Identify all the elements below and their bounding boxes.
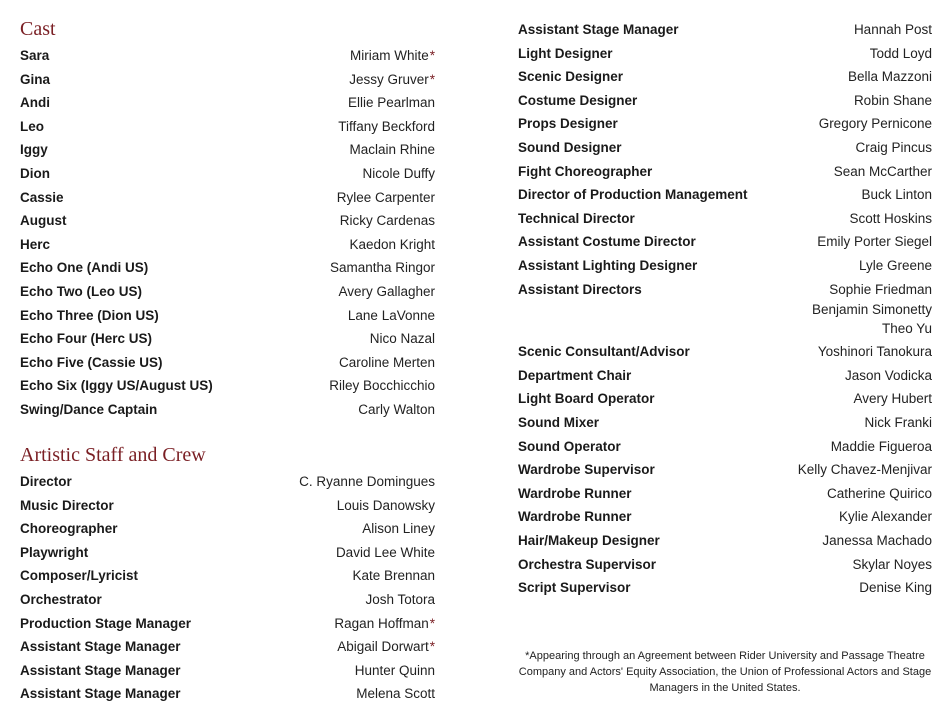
credit-name <box>370 329 435 349</box>
credit-name-text: Nico Nazal <box>369 331 435 347</box>
credit-row <box>518 366 932 386</box>
credit-row <box>20 637 435 657</box>
credit-name-text: Scott Hoskins <box>849 210 932 226</box>
credit-role: Herc <box>20 236 51 252</box>
credit-name <box>362 519 435 539</box>
credit-role: Leo <box>20 118 45 134</box>
credit-names <box>338 117 435 137</box>
credit-name-text: Theo Yu <box>881 320 932 336</box>
credit-name <box>349 140 435 160</box>
credit-names <box>358 400 435 420</box>
credit-names <box>854 20 932 40</box>
credit-names <box>849 209 932 229</box>
footnote-line: *Appearing through an Agreement between Rider University and Passage Theatre <box>525 650 925 662</box>
credit-name-text: Riley Bocchicchio <box>329 378 435 394</box>
credit-name <box>818 342 932 362</box>
credit-name-text: Catherine Quirico <box>826 485 932 501</box>
credit-name <box>339 353 435 373</box>
credit-name-text: Tiffany Beckford <box>338 118 435 134</box>
credit-name <box>337 188 435 208</box>
credit-row <box>518 209 932 229</box>
credit-names <box>831 437 932 457</box>
credit-name-text: Todd Loyd <box>869 45 932 61</box>
credit-role: Assistant Stage Manager <box>20 639 181 655</box>
credit-name <box>812 300 932 319</box>
credit-name <box>358 400 435 420</box>
credit-names <box>337 188 435 208</box>
credit-name-text: Bella Mazzoni <box>847 69 932 85</box>
credit-names <box>855 138 932 158</box>
credit-name-text: Abigail Dorwart <box>337 639 429 655</box>
credit-names <box>338 282 435 302</box>
credit-name-text: Nick Franki <box>864 415 932 430</box>
credit-name <box>349 235 435 255</box>
credit-name <box>349 70 435 90</box>
credit-row <box>20 519 435 539</box>
credit-names <box>812 280 932 338</box>
credit-role: Props Designer <box>518 116 618 132</box>
credit-names <box>870 44 932 64</box>
credit-role: Iggy <box>20 142 48 158</box>
credit-names <box>861 185 932 205</box>
credit-names <box>329 376 435 396</box>
credit-name <box>845 366 932 386</box>
credit-name-text: Yoshinori Tanokura <box>817 344 932 360</box>
credit-role: Light Designer <box>518 45 613 61</box>
credit-row <box>20 400 435 420</box>
credit-row <box>20 566 435 586</box>
credit-role: Playwright <box>20 544 89 560</box>
credit-names <box>356 684 435 704</box>
credit-row <box>20 140 435 160</box>
credit-name-text: Samantha Ringor <box>329 260 435 276</box>
credit-name <box>334 614 435 634</box>
credit-row <box>518 555 932 575</box>
credit-names <box>370 329 435 349</box>
credit-names <box>859 578 932 598</box>
credit-name-text: Emily Porter Siegel <box>817 234 932 250</box>
credit-name <box>812 280 932 300</box>
credit-names <box>337 637 435 657</box>
credit-role: Script Supervisor <box>518 580 631 596</box>
credit-row <box>518 185 932 205</box>
credit-role: Sound Mixer <box>518 415 600 430</box>
credit-row <box>20 614 435 634</box>
credit-names <box>349 70 435 90</box>
credit-row <box>20 543 435 563</box>
credit-names <box>362 519 435 539</box>
credit-row <box>20 590 435 610</box>
credit-name-text: Josh Totora <box>365 592 435 607</box>
credit-name <box>817 232 932 252</box>
credit-name-text: Lane LaVonne <box>347 307 435 323</box>
credit-name-text: Melena Scott <box>356 686 435 702</box>
credit-name <box>338 117 435 137</box>
credit-name <box>848 67 932 87</box>
credit-role: Director <box>20 474 72 489</box>
credit-row <box>518 578 932 598</box>
credit-name-text: Miriam White <box>349 48 429 63</box>
credit-name-text: Maddie Figueroa <box>830 438 932 454</box>
credit-role: Light Board Operator <box>518 391 655 407</box>
credit-name-text: Robin Shane <box>853 92 932 108</box>
credit-names <box>349 140 435 160</box>
staff-heading: Artistic Staff and Crew <box>20 444 206 466</box>
credit-name-text: Kaedon Kright <box>349 236 435 252</box>
credit-name <box>348 93 435 113</box>
credit-role: Echo One (Andi US) <box>20 260 149 276</box>
credit-name <box>849 209 932 229</box>
credit-names <box>864 413 932 433</box>
credit-role: Orchestrator <box>20 592 102 607</box>
credit-name <box>831 437 932 457</box>
credit-name-text: Buck Linton <box>861 187 932 203</box>
credit-names <box>339 353 435 373</box>
credit-row <box>20 235 435 255</box>
credit-name-text: Hannah Post <box>853 22 932 37</box>
credit-names <box>817 232 932 252</box>
credit-names <box>336 543 435 563</box>
credit-role: Assistant Stage Manager <box>20 662 181 678</box>
credit-name-text: Kelly Chavez-Menjivar <box>797 462 932 478</box>
credit-role: Wardrobe Runner <box>518 509 632 525</box>
credit-row <box>518 162 932 182</box>
credit-row <box>518 460 932 480</box>
equity-asterisk: * <box>429 639 435 655</box>
credit-role: Swing/Dance Captain <box>20 402 158 417</box>
credit-name <box>854 91 932 111</box>
credit-name-text: Rylee Carpenter <box>336 189 435 205</box>
credit-name <box>834 162 932 182</box>
credit-role: Assistant Directors <box>518 281 642 297</box>
credit-role: Echo Five (Cassie US) <box>20 354 163 370</box>
credit-name-text: Janessa Machado <box>822 533 932 548</box>
credit-names <box>348 306 435 326</box>
credit-name <box>839 507 932 527</box>
credit-role: Echo Three (Dion US) <box>20 307 159 323</box>
credit-role: Costume Designer <box>518 92 638 108</box>
credit-name <box>356 684 435 704</box>
credit-names <box>362 164 435 184</box>
credit-name <box>853 389 932 409</box>
credit-name-text: Sophie Friedman <box>829 281 932 297</box>
footnote-line: Company and Actors' Equity Association, the Union of Professional Actors and Stage <box>518 666 932 678</box>
credit-row <box>20 164 435 184</box>
credit-name <box>827 484 932 504</box>
credit-names <box>352 566 435 586</box>
credit-role: Composer/Lyricist <box>20 568 139 584</box>
credit-role: Production Stage Manager <box>20 615 192 631</box>
credit-name <box>855 138 932 158</box>
footnote-line: Managers in the United States. <box>649 682 801 694</box>
credit-row <box>518 389 932 409</box>
credit-role: Cassie <box>20 189 64 205</box>
credit-name-text: Caroline Merten <box>338 354 435 370</box>
credit-name-text: Louis Danowsky <box>336 497 435 513</box>
credit-name <box>330 258 435 278</box>
credit-role: Technical Director <box>518 210 635 226</box>
credit-names <box>330 258 435 278</box>
credit-role: Echo Four (Herc US) <box>20 331 153 347</box>
credit-row <box>518 256 932 276</box>
credit-names <box>854 91 932 111</box>
credit-name <box>822 531 932 551</box>
credit-name-text: Skylar Noyes <box>852 556 932 572</box>
credit-names <box>818 342 932 362</box>
credit-names <box>299 472 435 492</box>
credit-name-text: Gregory Pernicone <box>818 116 932 132</box>
credit-row <box>20 93 435 113</box>
credit-name <box>338 282 435 302</box>
credit-role: Assistant Costume Director <box>518 234 696 250</box>
credit-name <box>864 413 932 433</box>
credit-row <box>20 258 435 278</box>
credit-name <box>336 543 435 563</box>
credit-name-text: Denise King <box>859 580 932 596</box>
credit-row <box>20 46 435 66</box>
equity-asterisk: * <box>429 48 435 63</box>
credit-name-text: Alison Liney <box>362 521 435 537</box>
credit-name <box>859 256 932 276</box>
credit-row <box>518 437 932 457</box>
credit-names <box>348 93 435 113</box>
credit-role: Gina <box>20 71 51 87</box>
credit-name-text: Kylie Alexander <box>838 509 932 525</box>
credit-names <box>365 590 435 610</box>
credit-names <box>839 507 932 527</box>
credit-row <box>518 44 932 64</box>
credit-row <box>518 114 932 134</box>
credit-names <box>848 67 932 87</box>
credit-names <box>853 389 932 409</box>
credit-name <box>348 306 435 326</box>
credit-row <box>20 472 435 492</box>
credit-name-text: Craig Pincus <box>855 140 932 155</box>
credit-role: Sound Operator <box>518 438 621 454</box>
credit-name <box>859 578 932 598</box>
credit-role: Orchestra Supervisor <box>518 556 657 572</box>
credit-row <box>20 282 435 302</box>
credit-name-text: Nicole Duffy <box>362 166 435 181</box>
credit-role: Assistant Stage Manager <box>518 22 679 37</box>
credit-role: Sara <box>20 48 50 63</box>
credit-name <box>798 460 932 480</box>
credit-row <box>518 20 932 40</box>
credit-name <box>870 44 932 64</box>
credit-name-text: Hunter Quinn <box>354 662 435 678</box>
credit-role: Hair/Makeup Designer <box>518 533 660 548</box>
credit-row <box>518 232 932 252</box>
credit-row <box>20 70 435 90</box>
credit-name-text: Ragan Hoffman <box>334 615 429 631</box>
credit-name-text: Jessy Gruver <box>349 71 429 87</box>
credit-role: August <box>20 213 67 229</box>
credit-row <box>20 117 435 137</box>
credit-role: Fight Choreographer <box>518 163 653 179</box>
credit-row <box>518 91 932 111</box>
credit-name-text: Sean McCarther <box>833 163 932 179</box>
credit-name <box>362 164 435 184</box>
credit-role: Dion <box>20 166 50 181</box>
credit-name-text: Avery Gallagher <box>338 284 435 299</box>
credit-role: Director of Production Management <box>518 187 748 203</box>
credit-role: Echo Six (Iggy US/August US) <box>20 378 213 394</box>
credit-row <box>20 188 435 208</box>
credit-name <box>352 566 435 586</box>
credit-row <box>20 353 435 373</box>
credit-name <box>350 46 435 66</box>
credit-role: Echo Two (Leo US) <box>20 284 142 299</box>
credit-row <box>20 329 435 349</box>
credit-names <box>355 661 435 681</box>
credit-role: Wardrobe Runner <box>518 485 632 501</box>
credit-row <box>518 413 932 433</box>
credit-role: Sound Designer <box>518 140 622 155</box>
credit-row <box>20 376 435 396</box>
credit-names <box>334 614 435 634</box>
credit-role: Scenic Designer <box>518 69 624 85</box>
credit-role: Wardrobe Supervisor <box>518 462 655 478</box>
credit-names <box>819 114 932 134</box>
credit-row <box>518 138 932 158</box>
credit-name <box>854 20 932 40</box>
credit-name-text: Avery Hubert <box>853 391 932 407</box>
credit-name <box>812 319 932 338</box>
credit-name <box>355 661 435 681</box>
credit-name <box>365 590 435 610</box>
credit-row <box>518 484 932 504</box>
cast-heading: Cast <box>20 18 56 40</box>
credit-row <box>518 67 932 87</box>
credit-names <box>834 162 932 182</box>
credit-names <box>337 496 435 516</box>
credit-name-text: Carly Walton <box>358 402 435 417</box>
credit-row <box>518 342 932 362</box>
credit-names <box>845 366 932 386</box>
credit-names <box>340 211 435 231</box>
credit-row <box>20 661 435 681</box>
credit-role: Assistant Lighting Designer <box>518 258 698 273</box>
credit-names <box>349 235 435 255</box>
credit-names <box>859 256 932 276</box>
credit-role: Scenic Consultant/Advisor <box>518 344 690 360</box>
credit-names <box>798 460 932 480</box>
credit-name <box>337 496 435 516</box>
credit-role: Choreographer <box>20 521 118 537</box>
credit-name <box>337 637 435 657</box>
credit-name-text: Kate Brennan <box>352 568 435 584</box>
credit-name-text: C. Ryanne Domingues <box>299 474 435 489</box>
credit-name <box>861 185 932 205</box>
credit-name <box>819 114 932 134</box>
credit-names <box>827 484 932 504</box>
credit-name-text: Maclain Rhine <box>349 142 435 158</box>
credit-name-text: Jason Vodicka <box>844 367 932 383</box>
credit-name-text: Ellie Pearlman <box>347 95 435 111</box>
credit-row <box>20 684 435 704</box>
credit-row <box>518 507 932 527</box>
equity-footnote <box>518 648 932 696</box>
credit-name-text: Benjamin Simonetty <box>811 301 932 317</box>
credit-row <box>20 496 435 516</box>
credit-role: Andi <box>20 95 50 111</box>
credit-name-text: Ricky Cardenas <box>339 213 435 229</box>
equity-asterisk: * <box>429 615 435 631</box>
credit-names <box>852 555 932 575</box>
credit-name <box>340 211 435 231</box>
credit-row <box>20 306 435 326</box>
credit-name-text: David Lee White <box>335 544 435 560</box>
credit-names <box>822 531 932 551</box>
credit-name <box>329 376 435 396</box>
credit-role: Music Director <box>20 497 114 513</box>
credit-row <box>518 531 932 551</box>
equity-asterisk: * <box>429 71 435 87</box>
credit-names <box>350 46 435 66</box>
credit-row <box>518 280 932 336</box>
credit-role: Assistant Stage Manager <box>20 686 181 702</box>
credit-row <box>20 211 435 231</box>
credit-name-text: Lyle Greene <box>858 258 932 273</box>
credit-name <box>299 472 435 492</box>
credit-name <box>852 555 932 575</box>
credit-role: Department Chair <box>518 367 632 383</box>
